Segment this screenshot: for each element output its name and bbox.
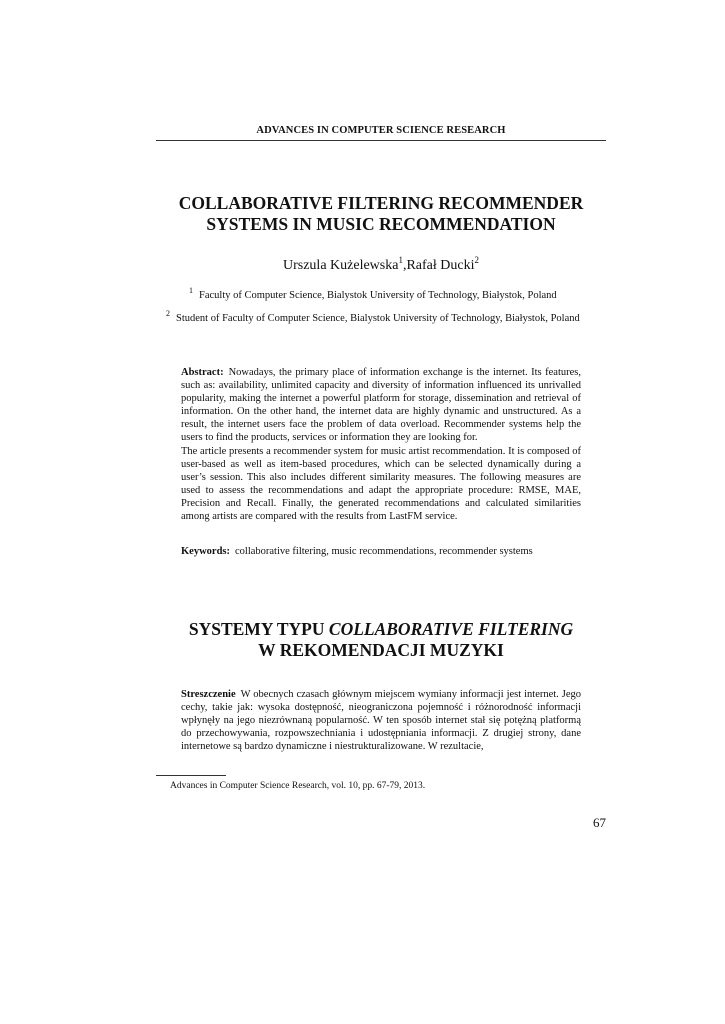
footnote: Advances in Computer Science Research, vol. 10, pp. 67-79, 2013. [170,781,426,791]
abstract-paragraph-2: The article presents a recommender system for music artist recommendation. It is composed of user-based as well as item-based procedures, which can be selected dynamically during a user’s session. This also includes different similarity measures. The following measures are used to assess the recommendations and adapt the appropriate procedure: RMSE, MAE, Precision and Recall. Finally, the generated recommendations and calculated similarities among artists are compared with the results from LastFM service. [181,445,581,523]
affiliation-1 [189,286,557,301]
paper-title-line-2: SYSTEMS IN MUSIC RECOMMENDATION [206,214,556,234]
affiliation-2-mark: 2 [166,309,170,318]
affiliation-2-text: Student of Faculty of Computer Science, Bialystok University of Technology, Białystok, Poland [176,313,580,324]
abstract-paragraph-1 [181,366,581,445]
abstract-text-1: Nowadays, the primary place of information exchange is the internet. Its features, such as: availability, unlimited capacity and diversity of information influenced its unrivalled popularity, making the internet a powerful platform for storage, dissemination and retrieval of information. On the other hand, the internet data are highly dynamic and unstructured. As a result, the internet users face the problem of data overload. Recommender systems help the users to find the products, services or information they are looking for. [181,367,581,444]
footnote-rule [156,775,226,776]
paper-title-line-1: COLLABORATIVE FILTERING RECOMMENDER [178,193,584,213]
abstract-label: Abstract: [181,367,224,378]
affiliation-2 [166,309,580,324]
author-2: Rafał Ducki [406,258,475,273]
affiliation-1-mark: 1 [189,286,193,295]
streszczenie-label: Streszczenie [181,689,236,700]
author-separator: , [402,258,407,273]
polish-title-line-2: W REKOMENDACJI MUZYKI [258,640,504,660]
author-1-mark: 1 [398,255,403,265]
affiliation-1-text: Faculty of Computer Science, Bialystok University of Technology, Białystok, Poland [199,290,557,301]
abstract [181,366,581,523]
streszczenie-text: W obecnych czasach głównym miejscem wymiany informacji jest internet. Jego cechy, takie jak: wysoka dostępność, nieograniczona pojemność i różnorodność informacji wpłynęły na jego niezrównaną popularność. W ten sposób internet stał się potężną platformą do przechowywania, rozpowszechniania i udostępniania informacji. Z drugiej strony, dane internetowe są bardzo dynamiczne i niestrukturalizowane. W rezultacie, [181,689,581,753]
streszczenie [181,688,581,753]
keywords-label: Keywords: [181,546,230,557]
keywords [181,546,581,557]
polish-title [120,619,642,661]
polish-title-italic: COLLABORATIVE FILTERING [328,619,574,639]
keywords-text: collaborative filtering, music recommendations, recommender systems [235,546,533,557]
header-rule [156,140,606,141]
polish-title-line-1 [120,619,642,640]
authors [150,255,612,274]
paper-title [120,193,642,235]
polish-title-prefix: SYSTEMY TYPU [188,619,329,639]
author-2-mark: 2 [474,255,479,265]
author-1: Urszula Kużelewska [283,258,399,273]
journal-header: ADVANCES IN COMPUTER SCIENCE RESEARCH [256,125,506,136]
page-number: 67 [593,815,606,830]
